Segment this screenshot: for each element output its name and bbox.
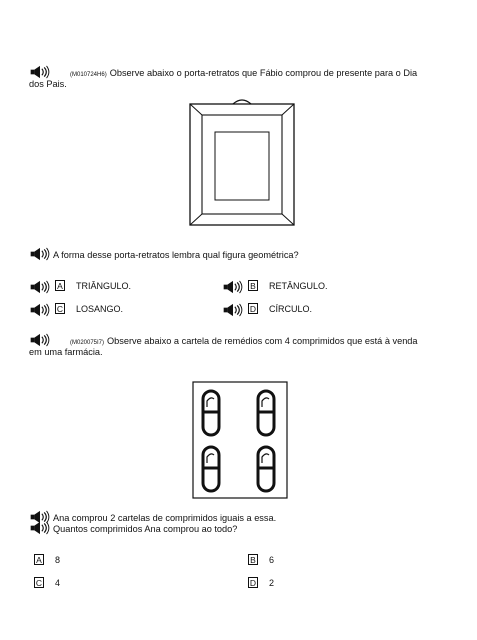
q1-intro-line1: [70, 68, 417, 81]
speaker-icon[interactable]: [222, 280, 244, 294]
speaker-icon[interactable]: [29, 65, 51, 79]
option-d-box[interactable]: D: [249, 578, 257, 588]
speaker-icon[interactable]: [222, 303, 244, 317]
q2-intro-line2: em uma farmácia.: [29, 347, 103, 357]
speaker-icon[interactable]: [29, 247, 51, 261]
q1-intro-text: Observe abaixo o porta-retratos que Fábio comprou de presente para o Dia: [109, 68, 418, 78]
pill-card-image: [192, 381, 288, 499]
option-c-text: 4: [55, 578, 61, 588]
option-c-text: LOSANGO.: [76, 304, 124, 314]
option-c-box[interactable]: C: [35, 578, 43, 588]
option-b-text: RETÂNGULO.: [269, 281, 328, 291]
q2-question-line2: Quantos comprimidos Ana comprou ao todo?: [53, 524, 238, 534]
q1-code: (M010724H6): [70, 72, 107, 78]
pill-icon: [203, 447, 219, 491]
q2-intro-text: Observe abaixo a cartela de remédios com 4 comprimidos que está à venda: [107, 336, 418, 346]
option-d-text: 2: [269, 578, 275, 588]
option-a-box[interactable]: A: [34, 554, 44, 565]
q2-code: (M020075I7): [70, 340, 105, 346]
option-c-box[interactable]: C: [56, 304, 64, 314]
picture-frame-image: [186, 98, 298, 229]
q2-question-line1: Ana comprou 2 cartelas de comprimidos iguais a essa.: [53, 513, 277, 523]
q2-intro-line1: [70, 336, 418, 349]
speaker-icon[interactable]: [29, 333, 51, 347]
option-d-text: CÍRCULO.: [269, 304, 313, 314]
pill-icon: [203, 391, 219, 435]
option-d-box[interactable]: D: [249, 304, 257, 314]
option-b-box[interactable]: B: [248, 554, 258, 565]
speaker-icon[interactable]: [29, 280, 51, 294]
pill-icon: [258, 391, 274, 435]
option-a-box[interactable]: A: [55, 280, 65, 291]
q1-question: A forma desse porta-retratos lembra qual figura geométrica?: [53, 250, 299, 260]
option-a-text: TRIÂNGULO.: [76, 281, 132, 291]
speaker-icon[interactable]: [29, 521, 51, 535]
speaker-icon[interactable]: [29, 303, 51, 317]
q1-intro-line2: dos Pais.: [29, 79, 67, 89]
pill-icon: [258, 447, 274, 491]
option-a-text: 8: [55, 555, 61, 565]
option-b-box[interactable]: B: [248, 280, 258, 291]
option-b-text: 6: [269, 555, 275, 565]
